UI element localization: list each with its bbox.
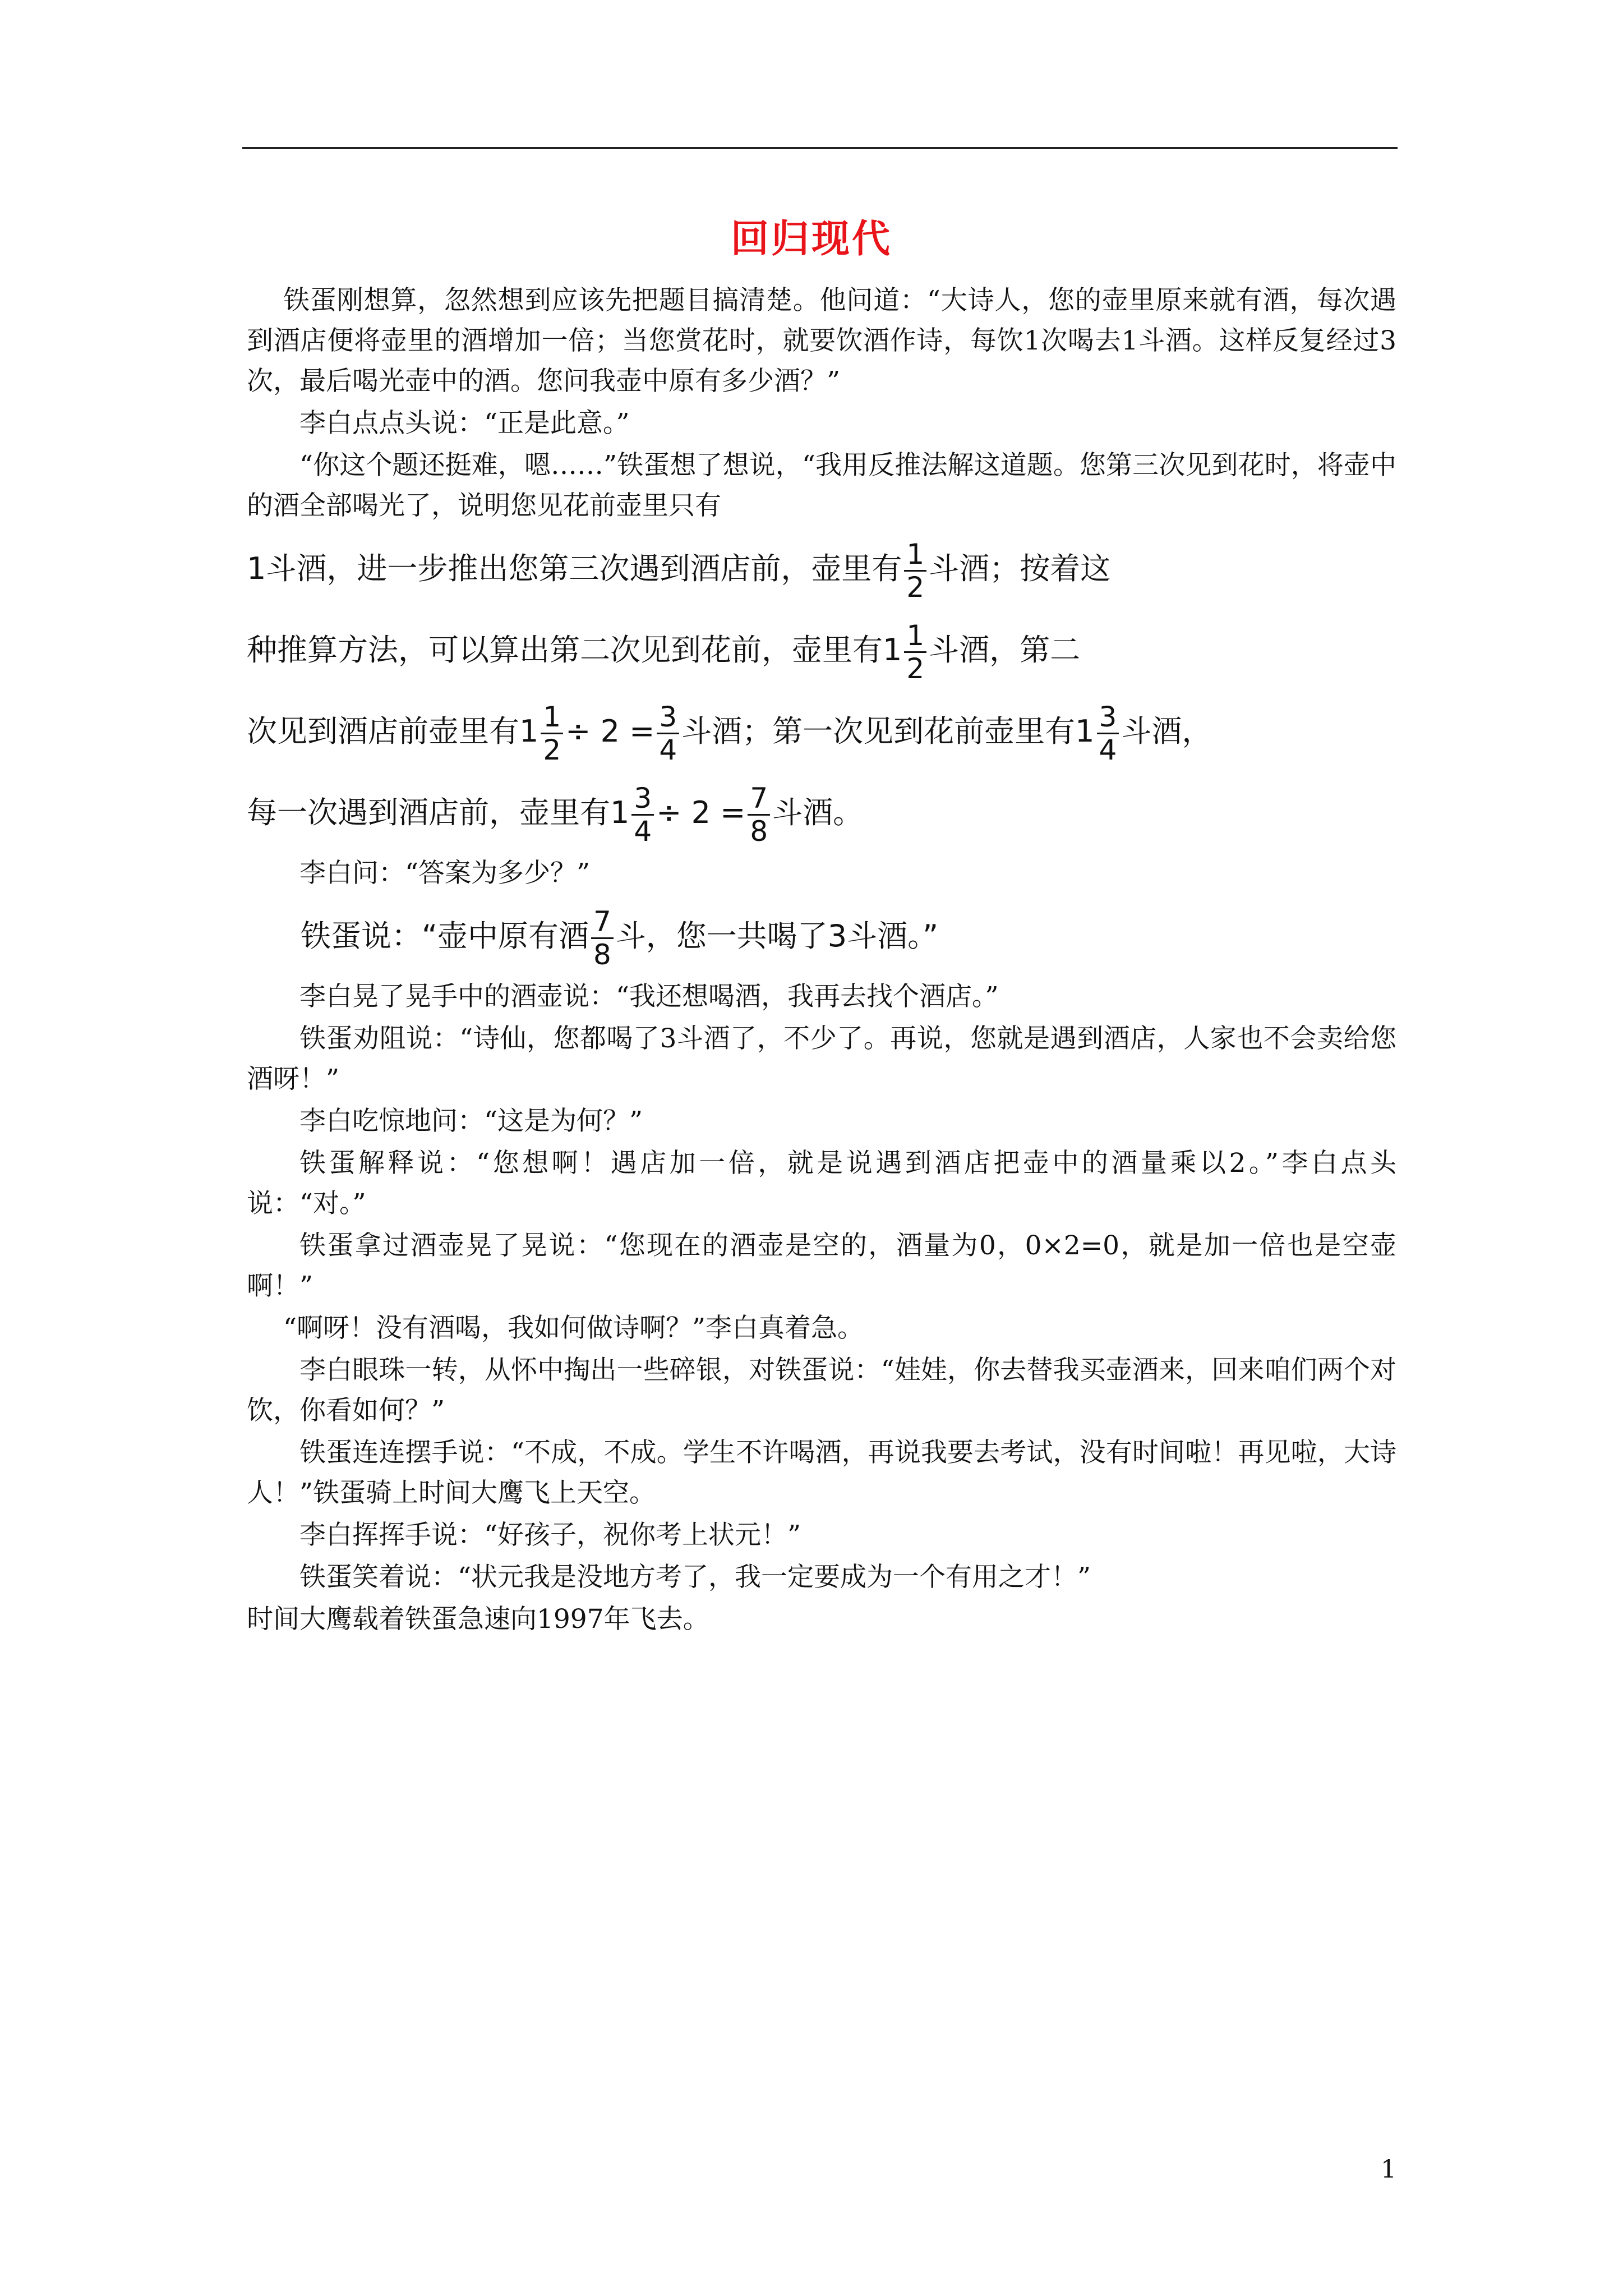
header-rule	[242, 147, 1398, 149]
math-text: 斗酒，	[1121, 714, 1212, 749]
math-text: 斗酒；第一次见到花前壶里有1	[681, 714, 1095, 749]
page-title: 回归现代	[730, 217, 892, 261]
fraction-numerator: 7	[591, 906, 614, 939]
math-operator: ÷ 2 =	[656, 795, 746, 830]
math-text: 次见到酒店前壶里有1	[247, 714, 539, 749]
math-line	[247, 772, 1396, 853]
fraction-numerator: 1	[904, 620, 926, 653]
paragraph: “啊呀！没有酒喝，我如何做诗啊？”李白真着急。	[283, 1313, 864, 1343]
paragraph: 李白点点头说：“正是此意。”	[299, 408, 630, 439]
fraction-denominator: 4	[659, 733, 677, 766]
paragraph: 李白眼珠一转，从怀中掏出一些碎银，对铁蛋说：“娃娃，你去替我买壶酒来，回来咱们两个对饮，你看如何？”	[247, 1355, 1396, 1426]
paragraph: 铁蛋劝阻说：“诗仙，您都喝了3斗酒了，不少了。再说，您就是遇到酒店，人家也不会卖给您酒呀！”	[247, 1023, 1396, 1094]
fraction-denominator: 8	[593, 938, 611, 971]
paragraph: “你这个题还挺难，嗯……”铁蛋想了想说，“我用反推法解这道题。您第三次见到花时，将壶中的酒全部喝光了，说明您见花前壶里只有	[247, 450, 1396, 521]
paragraph: 李白吃惊地问：“这是为何？”	[299, 1106, 643, 1137]
page-number: 1	[1381, 2155, 1396, 2184]
paragraph: 李白晃了晃手中的酒壶说：“我还想喝酒，我再去找个酒店。”	[299, 981, 999, 1012]
paragraph: 李白挥挥手说：“好孩子，祝你考上状元！”	[299, 1520, 801, 1550]
fraction-denominator: 2	[906, 652, 925, 685]
fraction	[657, 701, 679, 766]
fraction-numerator: 3	[657, 701, 679, 734]
paragraph: 时间大鹰载着铁蛋急速向1997年飞去。	[247, 1604, 709, 1635]
fraction-denominator: 2	[543, 733, 561, 766]
paragraph: 铁蛋连连摆手说：“不成，不成。学生不许喝酒，再说我要去考试，没有时间啦！再见啦，大诗人！”铁蛋骑上时间大鹰飞上天空。	[247, 1437, 1396, 1508]
math-line	[247, 609, 1396, 691]
fraction	[631, 783, 654, 847]
paragraph: 铁蛋解释说：“您想啊！遇店加一倍，就是说遇到酒店把壶中的酒量乘以2。”李白点头说：“对。”	[247, 1148, 1396, 1219]
fraction	[591, 906, 614, 970]
paragraph: 铁蛋刚想算，忽然想到应该先把题目搞清楚。他问道：“大诗人，您的壶里原来就有酒，每次遇到酒店便将壶里的酒增加一倍；当您赏花时，就要饮酒作诗，每饮1次喝去1斗酒。这样反复经过3次，最后喝光壶中的酒。您问我壶中原有多少酒？”	[247, 285, 1396, 397]
math-line	[247, 528, 1396, 609]
fraction-denominator: 2	[906, 570, 925, 604]
article-body	[247, 280, 1396, 1641]
math-text: 斗，您一共喝了3斗酒。”	[615, 918, 939, 954]
paragraph: 李白问：“答案为多少？”	[299, 858, 591, 889]
math-text: 种推算方法，可以算出第二次见到花前，壶里有1	[247, 632, 902, 668]
fraction-numerator: 3	[1097, 701, 1119, 734]
fraction	[904, 620, 926, 684]
fraction	[541, 701, 563, 766]
paragraph: 铁蛋拿过酒壶晃了晃说：“您现在的酒壶是空的，酒量为0，0×2=0，就是加一倍也是空壶啊！”	[247, 1230, 1396, 1301]
math-text: 斗酒。	[772, 795, 864, 830]
fraction	[904, 539, 926, 603]
fraction-numerator: 1	[541, 701, 563, 734]
fraction	[748, 783, 770, 847]
fraction-denominator: 8	[750, 815, 768, 848]
math-text: 斗酒，第二	[929, 632, 1081, 668]
fraction-denominator: 4	[1099, 733, 1117, 766]
fraction-denominator: 4	[634, 815, 652, 848]
math-text: 斗酒；按着这	[929, 551, 1111, 586]
math-text: 每一次遇到酒店前，壶里有1	[247, 795, 630, 830]
paragraph: 铁蛋笑着说：“状元我是没地方考了，我一定要成为一个有用之才！”	[299, 1562, 1091, 1593]
fraction-numerator: 3	[631, 783, 654, 816]
fraction-numerator: 1	[904, 539, 926, 572]
math-text: 1斗酒，进一步推出您第三次遇到酒店前，壶里有	[247, 551, 902, 586]
math-operator: ÷ 2 =	[565, 714, 655, 749]
fraction	[1097, 701, 1119, 766]
fraction-numerator: 7	[748, 783, 770, 816]
math-line	[247, 691, 1396, 772]
math-text: 铁蛋说：“壶中原有酒	[301, 918, 589, 954]
math-line	[301, 895, 1396, 977]
